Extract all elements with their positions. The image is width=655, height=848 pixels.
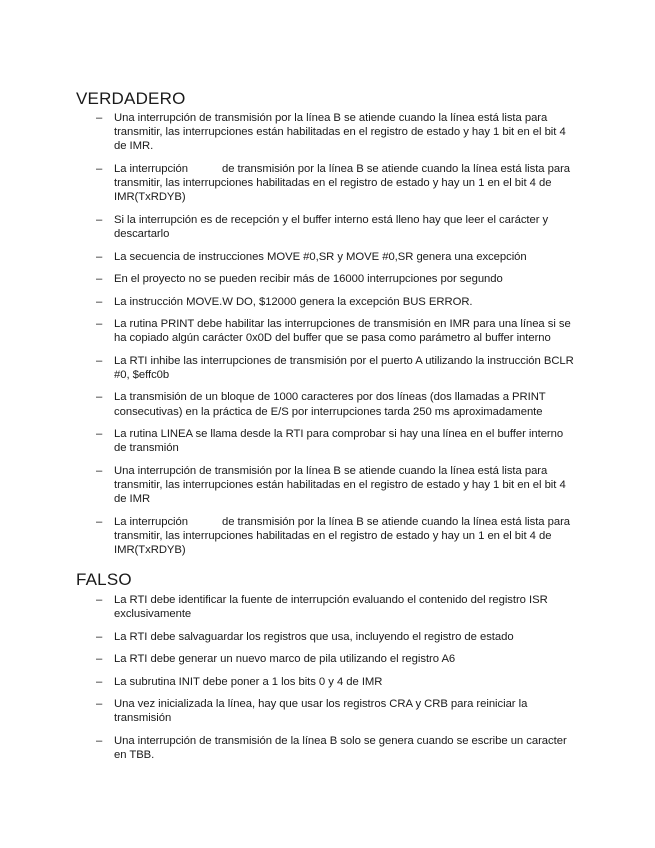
list-item	[0, 427, 574, 455]
list-item	[0, 162, 574, 205]
item-text: Una interrupción de transmisión por la línea B se atiende cuando la línea está lista para transmitir, las interrupciones están habilitadas en el registro de estado y hay 1 bit en el bit 4 de IMR.	[114, 112, 566, 153]
item-text: La interrupción de transmisión por la línea B se atiende cuando la línea está lista para transmitir, las interrupciones habilitadas en el registro de estado y hay un 1 en el bit 4 de IMR(TxRDYB)	[114, 162, 574, 204]
list-falso	[0, 593, 655, 771]
bullet-dash: –	[96, 295, 103, 308]
list-item	[0, 111, 574, 154]
bullet-dash: –	[96, 213, 103, 226]
item-text: En el proyecto no se pueden recibir más de 16000 interrupciones por segundo	[114, 273, 503, 286]
item-text: La RTI debe salvaguardar los registros que usa, incluyendo el registro de estado	[114, 630, 514, 643]
bullet-dash: –	[96, 594, 103, 606]
bullet-dash: –	[96, 162, 103, 175]
list-item	[0, 295, 574, 309]
list-item	[0, 213, 574, 241]
item-text: La transmisión de un bloque de 1000 caracteres por dos líneas (dos llamadas a PRINT consecutivas) en la práctica de E/S por interrupciones tarda 250 ms aproximadamente	[114, 391, 546, 418]
list-item	[0, 675, 574, 689]
item-text: La RTI debe generar un nuevo marco de pila utilizando el registro A6	[114, 653, 456, 666]
item-text: La interrupción de transmisión por la línea B se atiende cuando la línea está lista para transmitir, las interrupciones habilitadas en el registro de estado y hay un 1 en el bit 4 de IMR(TxRDYB)	[114, 515, 574, 557]
bullet-dash: –	[96, 318, 103, 331]
bullet-dash: –	[96, 653, 103, 666]
list-item	[0, 652, 574, 666]
bullet-dash: –	[96, 354, 103, 367]
list-item	[0, 734, 574, 762]
bullet-dash: –	[96, 630, 103, 643]
heading-falso: FALSO	[76, 570, 132, 589]
bullet-dash: –	[96, 273, 103, 286]
list-verdadero	[0, 111, 655, 566]
bullet-dash: –	[96, 515, 103, 528]
bullet-dash: –	[96, 391, 103, 404]
list-item	[0, 593, 574, 621]
bullet-dash: –	[96, 734, 103, 747]
list-item	[0, 464, 574, 507]
item-text: La secuencia de instrucciones MOVE #0,SR y MOVE #0,SR genera una excepción	[114, 250, 527, 263]
bullet-dash: –	[96, 675, 103, 688]
item-text: Una vez inicializada la línea, hay que usar los registros CRA y CRB para reiniciar la transmisión	[114, 698, 528, 725]
item-text: Una interrupción de transmisión de la línea B solo se genera cuando se escribe un caracter en TBB.	[114, 734, 567, 762]
list-item	[0, 630, 574, 644]
list-item	[0, 515, 574, 558]
item-text: La RTI debe identificar la fuente de interrupción evaluando el contenido del registro ISR exclusivamente	[114, 594, 548, 621]
list-item	[0, 317, 574, 345]
item-text: La rutina LINEA se llama desde la RTI para comprobar si hay una línea en el buffer interno de transmión	[114, 428, 564, 455]
bullet-dash: –	[96, 250, 103, 263]
bullet-dash: –	[96, 698, 103, 711]
list-item	[0, 272, 574, 286]
list-item	[0, 697, 574, 725]
list-item	[0, 390, 574, 418]
bullet-dash: –	[96, 112, 103, 124]
list-item	[0, 354, 574, 382]
item-text: Si la interrupción es de recepción y el buffer interno está lleno hay que leer el carácter y descartarlo	[114, 213, 549, 241]
item-text: La instrucción MOVE.W DO, $12000 genera la excepción BUS ERROR.	[114, 295, 473, 308]
bullet-dash: –	[96, 428, 103, 441]
heading-verdadero: VERDADERO	[76, 89, 186, 108]
bullet-dash: –	[96, 464, 103, 477]
item-text: La RTI inhibe las interrupciones de transmisión por el puerto A utilizando la instrucción BCLR #0, $effc0b	[114, 354, 574, 381]
item-text: La rutina PRINT debe habilitar las interrupciones de transmisión en IMR para una línea si se ha copiado algún carácter 0x0D del buffer que se pasa como parámetro al buffer interno	[114, 318, 571, 345]
list-item	[0, 250, 574, 264]
item-text: Una interrupción de transmisión por la línea B se atiende cuando la línea está lista para transmitir, las interrupciones están habilitadas en el registro de estado y hay 1 bit en el bit 4 de IMR	[114, 464, 566, 506]
item-text: La subrutina INIT debe poner a 1 los bits 0 y 4 de IMR	[114, 675, 383, 688]
